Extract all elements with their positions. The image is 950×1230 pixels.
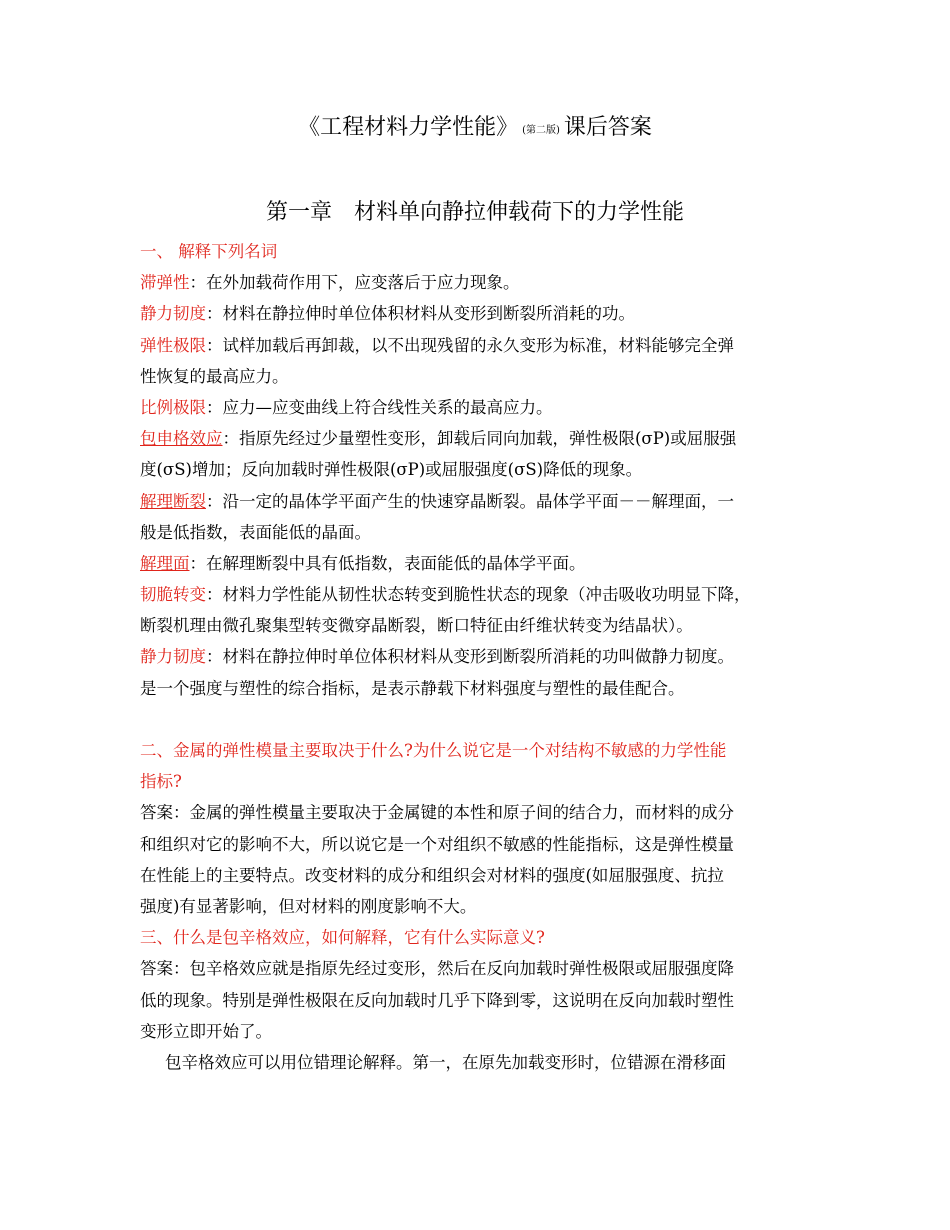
section1-heading: 一、 解释下列名词 [140, 242, 278, 261]
section2-answer-line: 和组织对它的影响不大，所以说它是一个对组织不敏感的性能指标，这是弹性模量 [140, 834, 734, 854]
term-entry [140, 423, 818, 454]
term-definition-cont: 度(σS)增加；反向加载时弹性极限(σP)或屈服强度(σS)降低的现象。 [140, 460, 643, 480]
section2-question: 二、金属的弹性模量主要取决于什么?为什么说它是一个对结构不敏感的力学性能 [140, 741, 727, 760]
title-main-right: 课后答案 [563, 115, 652, 140]
term-sep: ： [206, 335, 223, 355]
section3-question: 三、什么是包辛格效应，如何解释，它有什么实际意义? [140, 928, 545, 948]
term-sep: ： [206, 585, 223, 605]
term-definition-cont: 性恢复的最高应力。 [140, 366, 289, 386]
term-label: 弹性极限 [140, 335, 206, 355]
term-label: 静力韧度 [140, 647, 206, 667]
chapter-title: 第一章 材料单向静拉伸载荷下的力学性能 [265, 200, 684, 225]
term-label: 解理断裂 [140, 491, 206, 511]
term-sep: ： [206, 304, 223, 324]
document-body [140, 236, 818, 1078]
term-definition: 试样加载后再卸裁，以不出现残留的永久变形为标准，材料能够完全弹 [222, 335, 734, 355]
section2-answer-line: 强度)有显著影响，但对材料的刚度影响不大。 [140, 896, 477, 916]
term-entry [140, 392, 818, 423]
term-sep: ： [189, 273, 206, 293]
title-edition: (第二版) [522, 125, 560, 136]
term-label: 滞弹性 [140, 273, 190, 293]
term-definition-cont: 断裂机理由微孔聚集型转变微穿晶断裂，断口特征由纤维状转变为结晶状）。 [140, 616, 693, 636]
term-definition: 材料力学性能从韧性状态转变到脆性状态的现象（冲击吸收功明显下降， [222, 585, 751, 605]
term-label: 比例极限 [140, 397, 206, 417]
term-label: 包申格效应 [140, 429, 223, 449]
term-label: 解理面 [140, 553, 190, 573]
term-definition: 材料在静拉伸时单位体积材料从变形到断裂所消耗的功。 [222, 304, 635, 324]
term-definition: 材料在静拉伸时单位体积材料从变形到断裂所消耗的功叫做静力韧度。 [222, 647, 734, 667]
spacer [140, 704, 818, 735]
term-entry [140, 548, 818, 579]
term-entry [140, 486, 818, 517]
term-sep: ： [222, 429, 239, 449]
term-label: 静力韧度 [140, 304, 206, 324]
term-entry [140, 298, 818, 329]
term-definition: 应力—应变曲线上符合线性关系的最高应力。 [222, 397, 553, 417]
term-label: 韧脆转变 [140, 585, 206, 605]
section2-answer-line: 答案：金属的弹性模量主要取决于金属键的本性和原子间的结合力，而材料的成分 [140, 803, 734, 823]
term-definition: 沿一定的晶体学平面产生的快速穿晶断裂。晶体学平面－－解理面，一 [222, 491, 734, 511]
term-definition-cont: 是一个强度与塑性的综合指标，是表示静载下材料强度与塑性的最佳配合。 [140, 678, 685, 698]
document-title [0, 113, 950, 146]
term-entry [140, 267, 818, 298]
section3-answer-line: 变形立即开始了。 [140, 1021, 272, 1041]
term-entry [140, 330, 818, 361]
section3-answer-line: 低的现象。特别是弹性极限在反向加载时几乎下降到零，这说明在反向加载时塑性 [140, 990, 734, 1010]
term-sep: ： [189, 553, 206, 573]
section2-question-cont: 指标? [140, 772, 182, 792]
term-sep: ： [206, 647, 223, 667]
term-definition: 指原先经过少量塑性变形，卸载后同向加载，弹性极限(σP)或屈服强 [239, 429, 737, 449]
term-definition: 在解理断裂中具有低指数，表面能低的晶体学平面。 [206, 553, 586, 573]
term-sep: ： [206, 397, 223, 417]
term-entry [140, 641, 818, 672]
term-sep: ： [206, 491, 223, 511]
term-definition: 在外加载荷作用下，应变落后于应力现象。 [206, 273, 520, 293]
term-definition-cont: 般是低指数，表面能低的晶面。 [140, 522, 371, 542]
section2-answer-line: 在性能上的主要特点。改变材料的成分和组织会对材料的强度(如屈服强度、抗拉 [140, 865, 724, 885]
title-main-left: 《工程材料力学性能》 [298, 115, 519, 140]
section3-paragraph-line: 包辛格效应可以用位错理论解释。第一，在原先加载变形时，位错源在滑移面 [165, 1052, 726, 1072]
term-entry [140, 579, 818, 610]
section3-answer-line: 答案：包辛格效应就是指原先经过变形，然后在反向加载时弹性极限或屈服强度降 [140, 959, 734, 979]
